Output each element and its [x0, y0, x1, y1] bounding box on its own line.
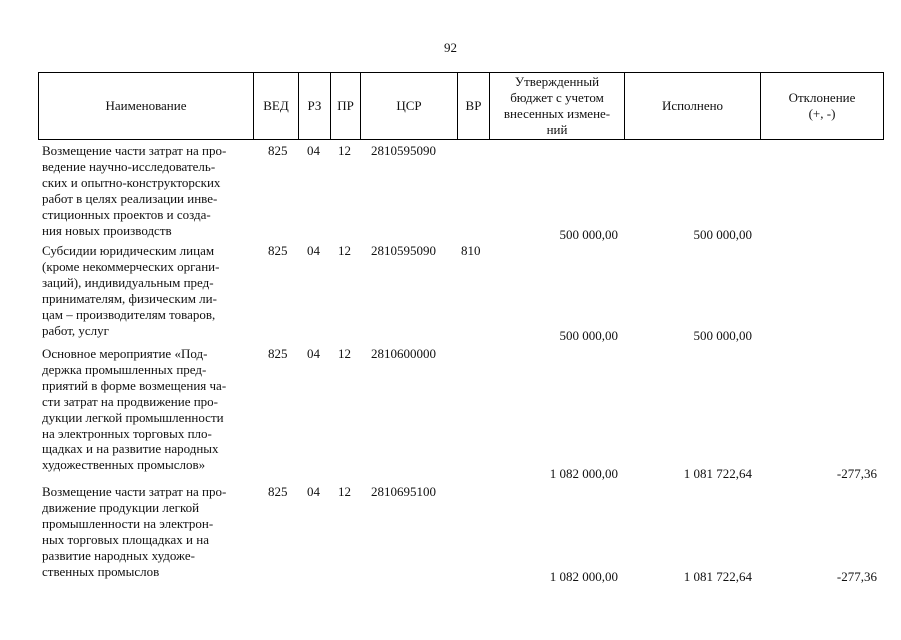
row-name-line: ведение научно-исследователь- — [42, 158, 216, 174]
row-vr: 810 — [461, 243, 481, 258]
row-name-line: приятий в форме возмещения ча- — [42, 377, 227, 393]
header-vr: ВР — [465, 98, 482, 113]
row-name-line: ния новых производств — [42, 222, 172, 238]
row-rz: 04 — [307, 346, 320, 361]
row-pr: 12 — [338, 484, 351, 499]
row-name-line: сти затрат на продвижение про- — [42, 393, 219, 409]
header-ved: ВЕД — [263, 98, 289, 113]
row-executed: 1 081 722,64 — [683, 466, 752, 481]
row-name-line: щадках и на развитие народных — [42, 441, 219, 457]
table-header — [38, 72, 884, 140]
row-name-line: Основное мероприятие «Под- — [42, 346, 208, 361]
header-budget-line: ний — [546, 122, 568, 137]
row-name-line: Возмещение части затрат на про- — [42, 484, 227, 499]
row-name-line: (кроме некоммерческих органи- — [42, 258, 220, 274]
row-executed: 1 081 722,64 — [683, 569, 752, 584]
row-executed: 500 000,00 — [693, 328, 752, 343]
row-name-line: заций), индивидуальным пред- — [42, 274, 214, 290]
row-name — [42, 346, 252, 473]
row-name-line: ных торговых площадках и на — [42, 531, 209, 547]
header-deviation-line: (+, -) — [808, 106, 836, 121]
header-executed: Исполнено — [661, 98, 724, 113]
header-csr: ЦСР — [396, 98, 422, 113]
row-csr: 2810600000 — [371, 346, 436, 361]
row-name — [42, 243, 252, 338]
row-rz: 04 — [307, 143, 320, 158]
row-name-line: на электронных торговых пло- — [42, 425, 212, 441]
row-name-line: движение продукции легкой — [42, 499, 200, 515]
row-deviation: -277,36 — [836, 466, 877, 481]
header-budget-line: Утвержденный — [514, 74, 600, 89]
header-pr: ПР — [337, 98, 354, 113]
row-name-line: держка промышленных пред- — [42, 361, 207, 377]
row-budget: 1 082 000,00 — [549, 569, 618, 584]
header-name: Наименование — [105, 98, 187, 113]
row-ved: 825 — [268, 143, 288, 158]
header-budget-line: бюджет с учетом — [510, 90, 604, 105]
row-name-line: ственных промыслов — [42, 563, 160, 579]
header-budget — [490, 73, 624, 139]
row-name — [42, 484, 252, 579]
header-budget-line: внесенных измене- — [503, 106, 611, 121]
row-executed: 500 000,00 — [693, 227, 752, 242]
row-name-line: принимателям, физическим ли- — [42, 290, 217, 306]
row-pr: 12 — [338, 143, 351, 158]
row-name-line: работ, услуг — [42, 322, 110, 338]
row-budget: 500 000,00 — [559, 328, 618, 343]
row-name-line: Субсидии юридическим лицам — [42, 243, 215, 258]
page-number: 92 — [444, 40, 457, 55]
row-name-line: ских и опытно-конструкторских — [42, 174, 221, 190]
row-name-line: дукции легкой промышленности — [42, 409, 224, 425]
header-rz: РЗ — [307, 98, 322, 113]
row-ved: 825 — [268, 346, 288, 361]
header-deviation-line: Отклонение — [788, 90, 856, 105]
row-budget: 1 082 000,00 — [549, 466, 618, 481]
row-name-line: работ в целях реализации инве- — [42, 190, 218, 206]
row-name-line: Возмещение части затрат на про- — [42, 143, 227, 158]
row-name-line: цам – производителям товаров, — [42, 306, 216, 322]
row-pr: 12 — [338, 243, 351, 258]
row-name — [42, 143, 252, 238]
row-ved: 825 — [268, 243, 288, 258]
row-rz: 04 — [307, 243, 320, 258]
row-name-line: промышленности на электрон- — [42, 515, 214, 531]
row-name-line: художественных промыслов» — [42, 457, 206, 473]
row-budget: 500 000,00 — [559, 227, 618, 242]
row-name-line: стиционных проектов и созда- — [42, 206, 211, 222]
row-rz: 04 — [307, 484, 320, 499]
header-deviation — [761, 73, 883, 139]
row-csr: 2810695100 — [371, 484, 436, 499]
row-ved: 825 — [268, 484, 288, 499]
row-pr: 12 — [338, 346, 351, 361]
row-csr: 2810595090 — [371, 243, 436, 258]
row-name-line: развитие народных художе- — [42, 547, 195, 563]
row-csr: 2810595090 — [371, 143, 436, 158]
row-deviation: -277,36 — [836, 569, 877, 584]
